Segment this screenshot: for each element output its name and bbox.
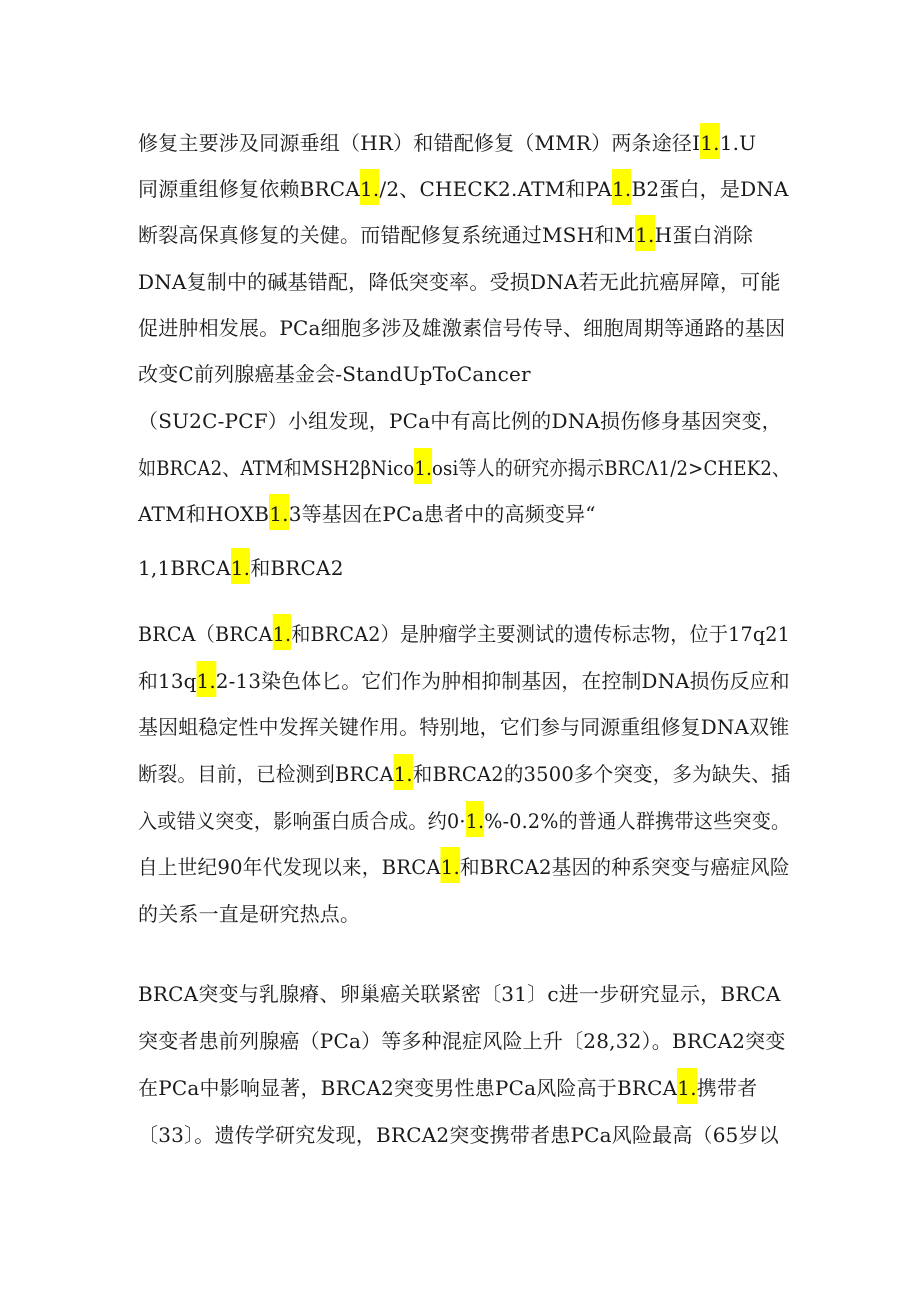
paragraph-intro-line: [138, 270, 781, 294]
paragraph-risk-line: [138, 1029, 786, 1053]
text-segment: DNA复制中的碱基错配，降低突变率。受损DNA若无此抗癌屏障，可能: [138, 270, 781, 294]
text-segment: 促进肿相发展。PCa细胞多涉及雄激素信号传导、细胞周期等通路的基因: [138, 316, 786, 340]
text-segment: 断裂高保真修复的关健。而错配修复系统通过MSH和M: [138, 223, 636, 247]
paragraph-brca-line: [138, 902, 360, 926]
text-segment: 入或错义突变，影响蛋白质合成。约0·: [138, 809, 466, 833]
paragraph-intro-line: [138, 502, 596, 526]
highlighted-text: 1.: [197, 661, 216, 697]
text-segment: 突变者患前列腺癌（PCa）等多种混症风险上升〔28,32）。BRCA2突变: [138, 1029, 786, 1053]
text-segment: ATM和HOXB: [138, 502, 270, 526]
text-segment: osi等人的研究亦揭示BRCΛ1∕2>CHEK2、: [431, 456, 791, 480]
text-segment: 自上世纪90年代发现以来，BRCA: [138, 855, 441, 879]
paragraph-brca-line: [138, 669, 790, 693]
paragraph-brca-line: [138, 762, 791, 786]
highlighted-text: 1.: [466, 801, 485, 837]
text-segment: 基因蛆稳定性中发挥关键作用。特别地，它们参与同源重组修复DNA双锥: [138, 715, 790, 739]
highlighted-text: 1.: [394, 754, 413, 790]
paragraph-intro-line: [138, 362, 531, 386]
highlighted-text: 1.: [273, 614, 292, 650]
highlighted-text: 1.: [269, 494, 288, 530]
text-segment: 1.U: [719, 131, 757, 155]
text-segment: 和BRCA2）是肿瘤学主要测试的遗传标志物，位于17q21: [291, 622, 791, 646]
text-segment: （SU2C-PCF）小组发现，PCa中有高比例的DNA损伤修身基因突变，: [138, 409, 782, 433]
highlighted-text: 1.: [700, 123, 719, 159]
highlighted-text: 1.: [612, 169, 631, 205]
text-segment: /2、CHECK2.ATM和PA: [379, 177, 612, 201]
text-segment: 在PCa中影响显著，BRCA2突变男性患PCa风险高于BRCA: [138, 1076, 678, 1100]
text-segment: %-0.2%的普通人群携带这些突变。: [484, 809, 791, 833]
text-segment: BRCA突变与乳腺瘠、卵巢癌关联紧密〔31〕c进一步研究显示，BRCA: [138, 982, 781, 1006]
text-segment: 如BRCA2、ATM和MSH2βNico: [138, 456, 415, 480]
text-segment: H蛋白消除: [654, 223, 754, 247]
paragraph-intro-line: [138, 409, 782, 433]
text-segment: 〔33〕。遗传学研究发现，BRCA2突变携带者患PCa风险最高（65岁以: [138, 1123, 780, 1147]
highlighted-text: 1.: [441, 847, 460, 883]
text-segment: 携带者: [696, 1076, 758, 1100]
highlighted-text: 1.: [414, 448, 432, 484]
text-segment: 修复主要涉及同源垂组（HR）和错配修复（MMR）两条途径I: [138, 131, 701, 155]
paragraph-brca-line: [138, 715, 789, 739]
paragraph-risk-line: [138, 1123, 779, 1147]
text-segment: 1,1BRCA: [138, 556, 231, 580]
paragraph-brca-line: [138, 809, 790, 833]
highlighted-text: 1.: [635, 215, 654, 251]
text-segment: 同源重组修复依赖BRCA: [138, 177, 360, 201]
text-segment: 和BRCA2的3500多个突变，多为缺失、插: [412, 762, 791, 786]
paragraph-brca-line: [138, 855, 790, 879]
paragraph-intro-line: [138, 456, 790, 480]
paragraph-intro-line: [138, 316, 785, 340]
text-segment: 改变C前列腺癌基金会-StandUpToCancer: [138, 362, 531, 386]
paragraph-risk-line: [138, 1076, 757, 1100]
text-segment: 的关系一直是研究热点。: [138, 902, 361, 926]
paragraph-risk-line: [138, 982, 781, 1006]
text-segment: BRCA（BRCA: [138, 622, 273, 646]
text-segment: 和13q: [138, 669, 197, 693]
paragraph-brca-line: [138, 622, 790, 646]
text-segment: 2-13染色体匕。它们作为肿相抑制基因，在控制DNA损伤反应和: [215, 669, 790, 693]
text-segment: 3等基因在PCa患者中的高频变异“: [288, 502, 596, 526]
text-segment: 和BRCA2基因的种系突变与癌症风险: [459, 855, 790, 879]
text-segment: 和BRCA2: [250, 556, 344, 580]
highlighted-text: 1.: [677, 1068, 696, 1104]
text-segment: 断裂。目前，已检测到BRCA: [138, 762, 394, 786]
highlighted-text: 1.: [360, 169, 379, 205]
paragraph-intro-line: [138, 177, 789, 201]
section-heading-line: [138, 556, 344, 580]
highlighted-text: 1.: [231, 548, 250, 584]
paragraph-intro-line: [138, 131, 756, 155]
paragraph-intro-line: [138, 223, 753, 247]
text-segment: B2蛋白，是DNA: [631, 177, 789, 201]
